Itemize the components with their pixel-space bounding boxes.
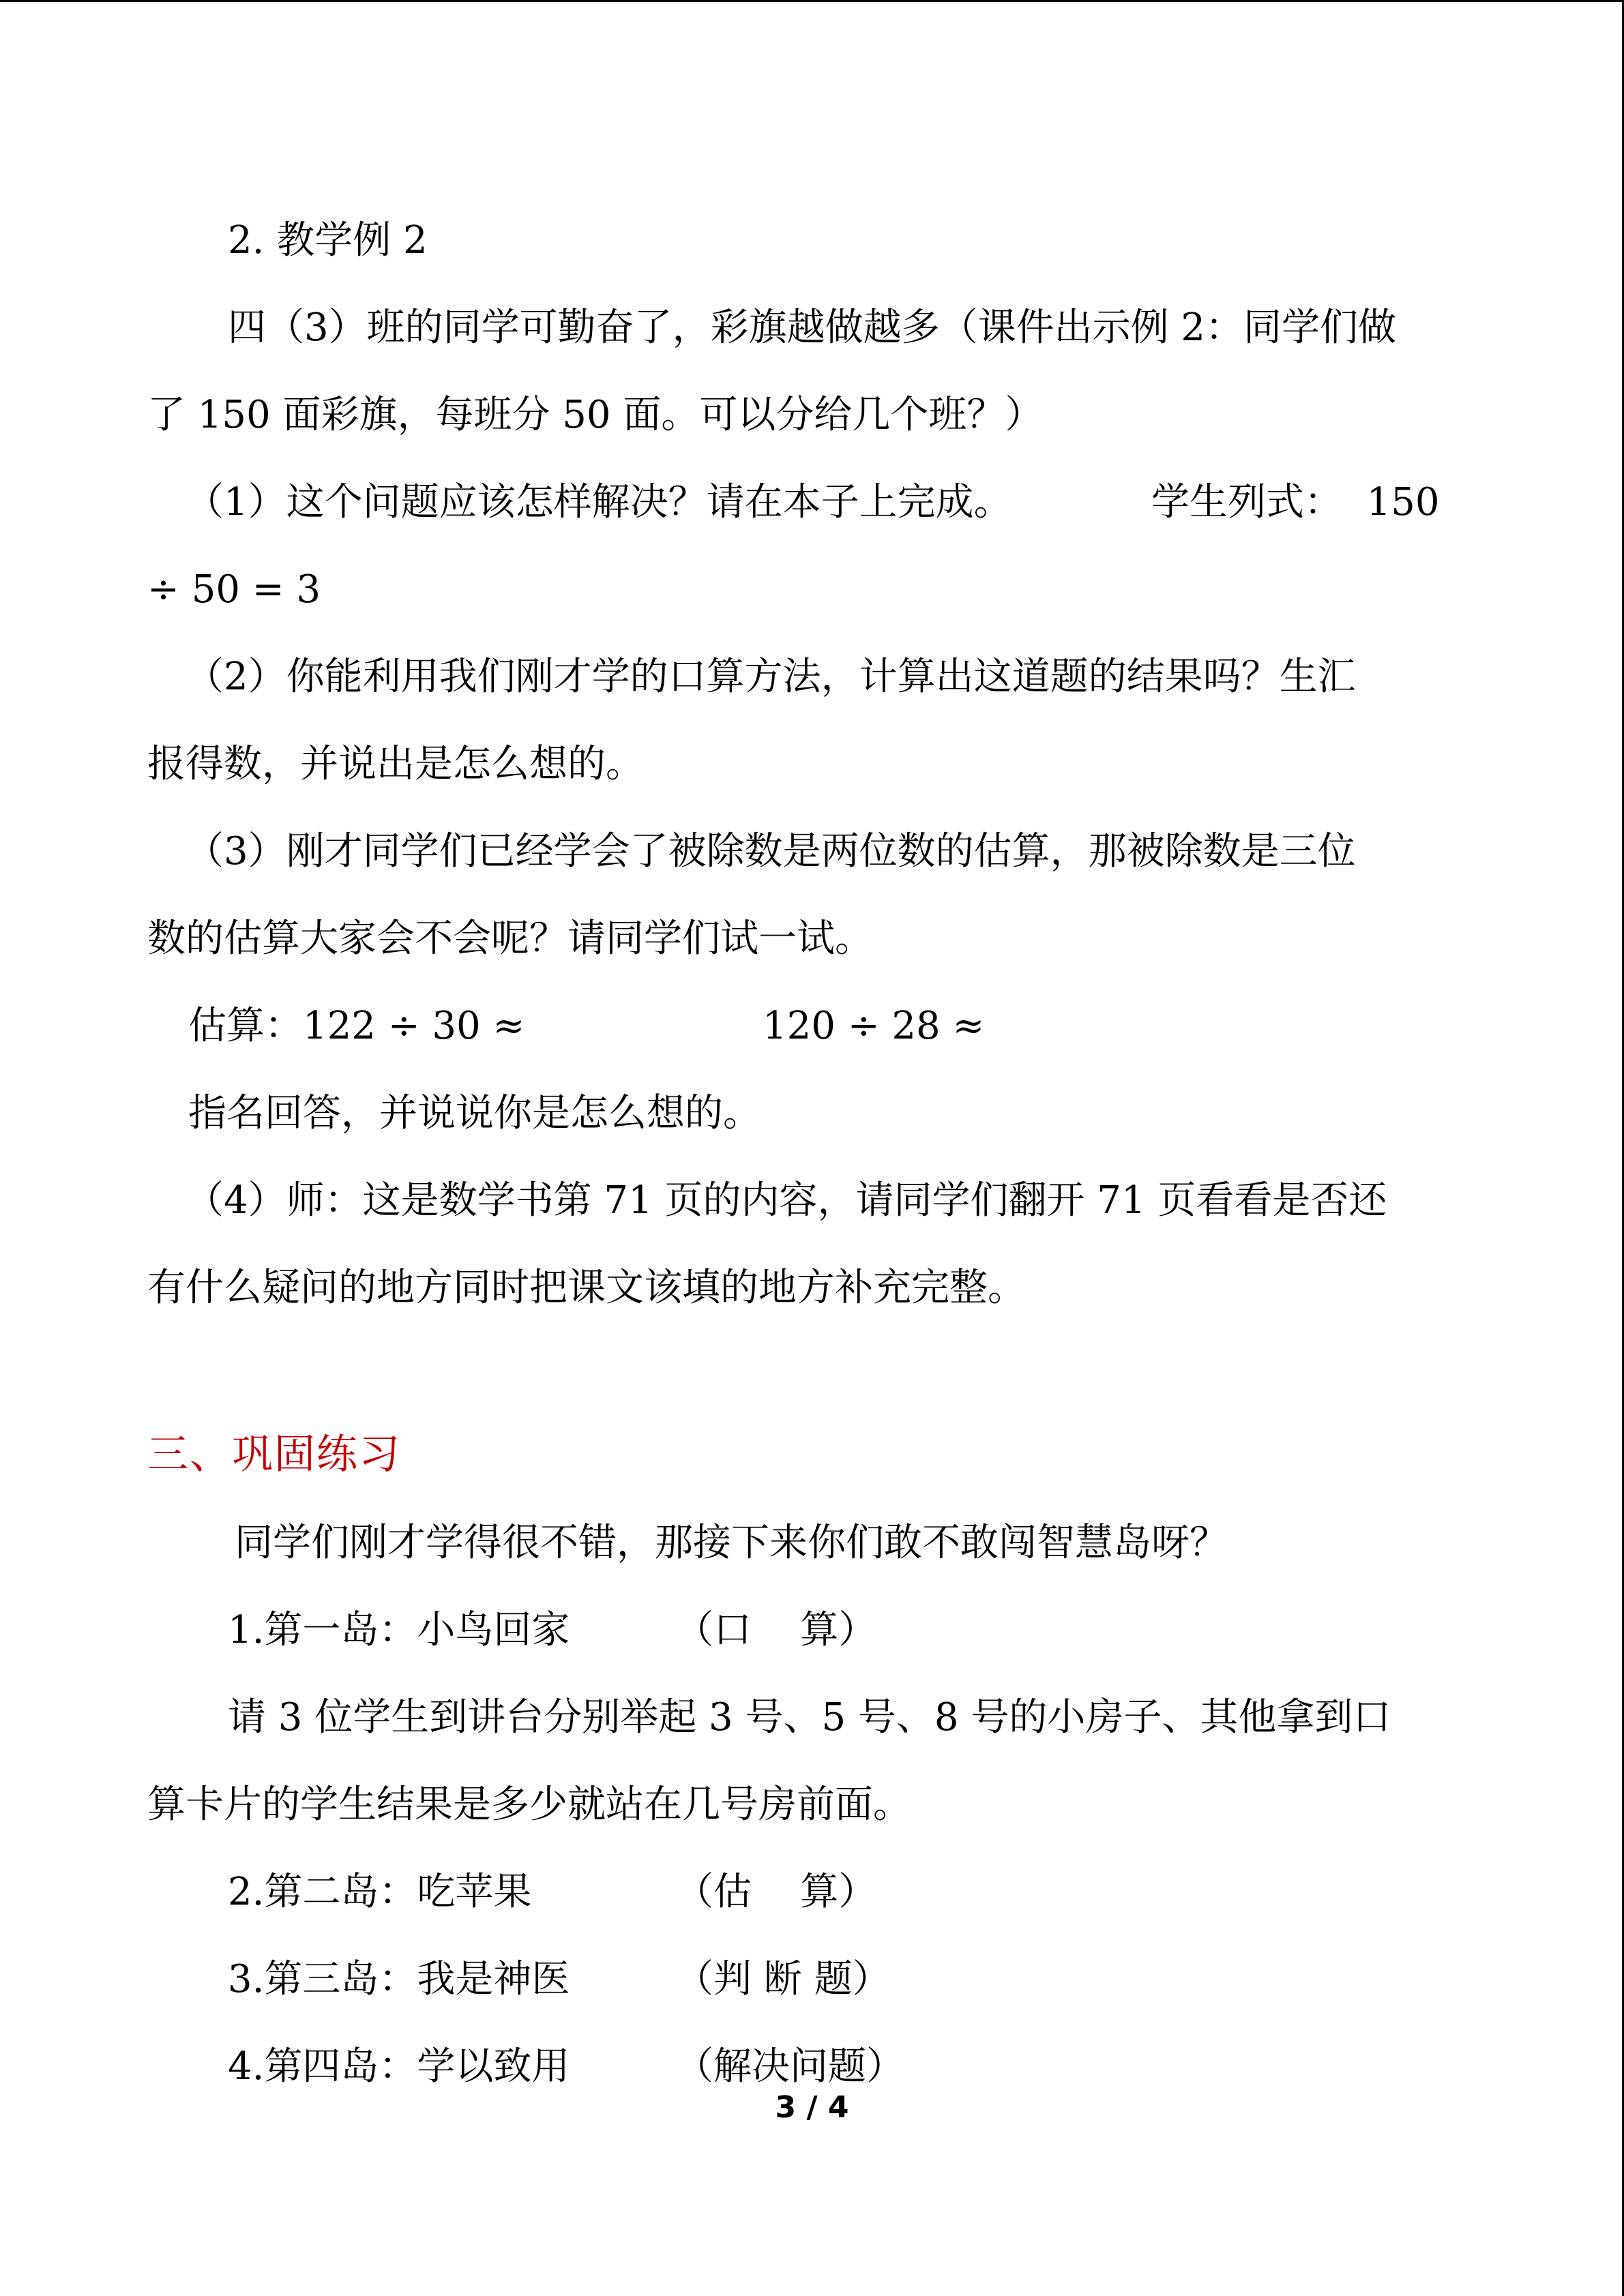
paragraph-line: 请 3 位学生到讲台分别举起 3 号、5 号、8 号的小房子、其他拿到口: [228, 1695, 1391, 1740]
island-2: 2.第二岛：吃苹果: [228, 1870, 532, 1914]
paragraph-line: 有什么疑问的地方同时把课文该填的地方补充完整。: [147, 1266, 1026, 1310]
page-number: 3 / 4: [775, 2090, 849, 2125]
island-3: 3.第三岛：我是神医: [228, 1957, 570, 2001]
paragraph-line: 同学们刚才学得很不错，那接下来你们敢不敢闯智慧岛呀？: [235, 1521, 1228, 1565]
question-2: （2）你能利用我们刚才学的口算方法，计算出这道题的结果吗？生汇: [186, 655, 1356, 699]
paragraph-line: 数的估算大家会不会呢？请同学们试一试。: [147, 916, 873, 961]
paragraph-line: 算卡片的学生结果是多少就站在几号房前面。: [147, 1783, 911, 1827]
paragraph-line: 指名回答，并说说你是怎么想的。: [188, 1091, 761, 1135]
section-heading: 三、巩固练习: [147, 1431, 401, 1478]
formula-continuation: ÷ 50 = 3: [147, 567, 321, 612]
paragraph-line: 报得数，并说出是怎么想的。: [147, 742, 644, 786]
estimate-1: 估算：122 ÷ 30 ≈: [188, 1004, 525, 1048]
question-4: （4）师：这是数学书第 71 页的内容，请同学们翻开 71 页看看是否还: [186, 1178, 1387, 1223]
question-1: （1）这个问题应该怎样解决？请在本子上完成。: [186, 480, 1012, 524]
estimate-2: 120 ÷ 28 ≈: [763, 1004, 985, 1048]
paragraph-line: 了 150 面彩旗，每班分 50 面。可以分给几个班？）: [147, 393, 1044, 437]
island-4: 4.第四岛：学以致用: [228, 2044, 570, 2089]
example-2-title: 2. 教学例 2: [228, 218, 428, 263]
island-2-type: （估 算）: [675, 1870, 877, 1914]
island-3-type: （判 断 题）: [675, 1957, 891, 2001]
question-3: （3）刚才同学们已经学会了被除数是两位数的估算，那被除数是三位: [186, 829, 1356, 874]
island-1: 1.第一岛：小鸟回家: [228, 1608, 570, 1652]
island-1-type: （口 算）: [675, 1608, 877, 1652]
student-formula: 学生列式： 150: [1151, 480, 1440, 524]
island-4-type: （解决问题）: [675, 2044, 904, 2089]
paragraph-line: 四（3）班的同学可勤奋了，彩旗越做越多（课件出示例 2：同学们做: [228, 305, 1397, 350]
